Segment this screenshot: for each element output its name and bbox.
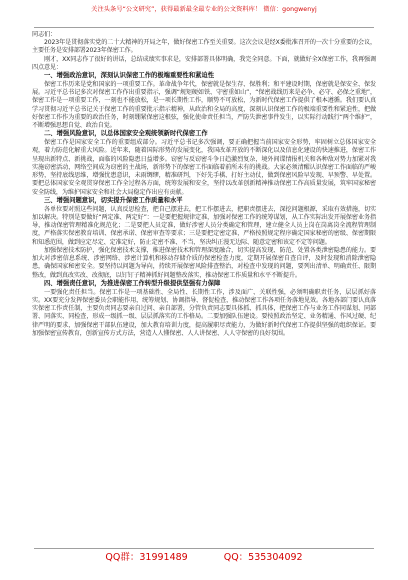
header-divider (34, 27, 374, 28)
document-body (32, 31, 376, 546)
section-paragraph: 加强保密技术防护，强化保密技术支撑，推进保密技术和管理深度融合，切实提高发现、防范、处置各类泄密隐患的能力。要加大对涉密信息系统、涉密网络、涉密计算机和移动存储介质的保密检查力度，定期开展保密自查自评，及时发现和消除泄密隐患，确保国家秘密安全。要坚持以问题为导向，持续开展保密风险排查整治，对检查中发现的问题，要列出清单、明确责任、限期整改，做到真改实改、改彻底，以钉钉子精神抓好问题整改落实，推动保密工作质量和水平不断提升。 (32, 246, 376, 279)
section (32, 280, 376, 338)
section-title: 四、增强责任意识，为推进保密工作转型升级提供坚强有力保障 (44, 279, 221, 287)
section-paragraph: 各单位要对照这些问题，认真反思检查，把自己摆进去，把工作摆进去，把职责摆进去，深挖问题根源，采取有效措施，切实加以解决。特别是要做好“两定准、两定好”：一是要把握规律定准，加强对保密工作的统筹谋划，从工作实际出发开展保密业务指导，推动保密管理精准化规范化；二是要把人员定准，做好涉密人员分类确定和管理，建立健全人员上岗在岗离岗全流程管理制度，严格落实保密教育培训、保密承诺、保密审查等要求；三是要把定密定准，严格按照规定程序确定国家秘密的密级、保密期限和知悉范围，做到应定尽定、定准定好，防止定密不准、不当，坚决纠正漫无边际、随意定密和该定不定等问题。 (32, 205, 376, 246)
intro-paragraph: 2023年是贯彻落实党的二十大精神的开局之年，做好保密工作至关重要。这次会议是经X委批准召开的一次十分重要的会议，主要任务是安排部署2023年保密工作。 (32, 39, 376, 55)
section-title: 三、增强问题意识，切实提升保密工作质量和水平 (44, 196, 183, 204)
header-banner: 关注头条号“公文研究”，获得最新最全最专业的公文资料库！ 微信：gongwenyj (91, 6, 317, 13)
section (32, 197, 376, 280)
footer-qq-group: QQ群：31991489 (105, 552, 188, 563)
section-paragraph: 一要强化责任担当。保密工作是一项基础性、全局性、长期性工作，涉及面广、关联性强，必须明确职责任务，层层抓好落实。XX要充分发挥保密委员会职能作用，统筹规划、协调指导、督促检查，推动保密工作各项任务落地见效。各地各部门要认真落实保密工作责任制，主要负责同志要亲自过问、亲自部署，分管负责同志要具体抓、抓具体，把保密工作与业务工作同谋划、同部署、同落实、同检查，形成一级抓一级、层层抓落实的工作格局。二要加强队伍建设。要按照政治坚定、业务精通、作风过硬、纪律严明的要求，加强保密干部队伍建设，加大教育培训力度，提高履职尽责能力，为做好新时代保密工作提供坚强的组织保证。要加强保密宣传教育，创新宣传方式方法，营造人人懂保密、人人讲保密、人人守保密的良好氛围。 (32, 288, 376, 337)
footer-divider (34, 548, 374, 549)
section-title: 一、增强政治意识，深刻认识保密工作的极端重要性和紧迫性 (44, 72, 215, 80)
section-title: 二、增强风险意识，以总体国家安全观统领新时代保密工作 (44, 130, 208, 138)
section-paragraph: 保密工作是国家安全工作的重要组成部分。习近平总书记多次强调，要正确把握当前国家安全形势，牢固树立总体国家安全观，着力防范化解重大风险。近年来，随着国际形势的发展变化，我国改革开放的不断深化以及信息化建设的快速推进，保密工作呈现出新特点、新挑战，面临的风险隐患日益增多。窃密与反窃密斗争日趋激烈复杂，境外间谍情报机关和各种敌对势力加紧对我实施窃密活动，网络空间成为窃密的主战场，新形势下的保密工作面临着前所未有的挑战。大家必须清醒认识保密工作面临的严峻形势，坚持底线思维，增强忧患意识，未雨绸缪，精准研判，下好先手棋、打好主动仗，做到保密风险早发现、早预警、早处置。要把总体国家安全观贯穿保密工作全过程各方面，统筹发展和安全，坚持以改革创新精神推动保密工作高质量发展，筑牢国家秘密安全防线，为维护国家安全和社会大局稳定作出应有贡献。 (32, 139, 376, 196)
footer-qq-contact: QQ：535304092 (223, 552, 303, 563)
footer-contact (0, 551, 408, 565)
section (32, 130, 376, 196)
section (32, 72, 376, 130)
intro-paragraph: 刚才，XX同志作了很好的讲话，总结成绩实事求是，安排部署具体明确，我完全同意。下面，就做好全X保密工作，我再强调四点意见： (32, 55, 376, 71)
salutation: 同志们： (32, 31, 57, 38)
section-paragraph: 保密工作历来是党和国家的一项重要工作。革命战争年代，保密就是保生存、保胜利；和平建设时期，保密就是保安全、保发展。习近平总书记多次对保密工作作出重要指示，强调“规矩硬如铁、守密重如山”，“保密战线历来是必争、必守、必保之重地”，保密工作是一项重要工作，一刻也不能放松，是一项长期性工作，顺势不可放松，为新时代保密工作提供了根本遵循。我们要认真学习贯彻习近平总书记关于保密工作的重要批示指示精神，从政治和全局的高度，深刻认识保密工作的极端重要性和紧迫性，把做好保密工作作为重要的政治任务，时刻绷紧保密这根弦，强化使命责任担当，严防失泄密事件发生，以实际行动践行“两个维护”，不断增强思想自觉、政治自觉。 (32, 80, 376, 130)
